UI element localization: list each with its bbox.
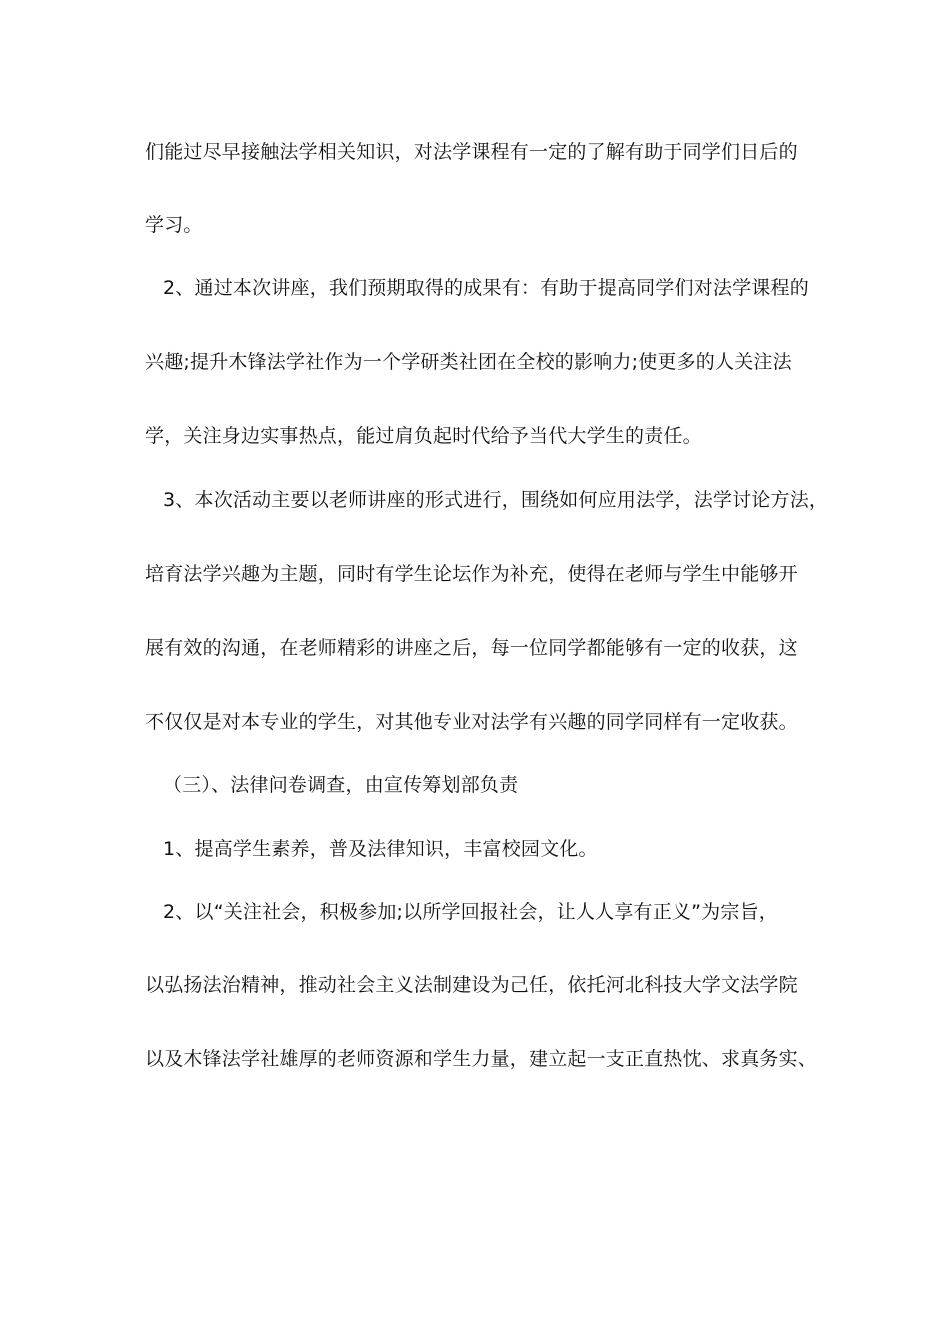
text-line: 学，关注身边实事热点，能过肩负起时代给予当代大学生的责任。 (145, 425, 702, 447)
text-line: 培育法学兴趣为主题，同时有学生论坛作为补充，使得在老师与学生中能够开 (145, 563, 798, 585)
text-line: 3、本次活动主要以老师讲座的形式进行，围绕如何应用法学，法学讨论方法， (163, 489, 829, 511)
text-line: 以弘扬法治精神，推动社会主义法制建设为己任，依托河北科技大学文法学院 (145, 974, 798, 996)
text-line: 兴趣;提升木锋法学社作为一个学研类社团在全校的影响力;使更多的人关注法 (145, 351, 792, 373)
text-line: 们能过尽早接触法学相关知识，对法学课程有一定的了解有助于同学们日后的 (145, 141, 798, 163)
section-heading: （三）、法律问卷调查，由宣传筹划部负责 (163, 774, 519, 796)
text-line: 2、通过本次讲座，我们预期取得的成果有：有助于提高同学们对法学课程的 (163, 277, 809, 299)
text-line: 1、提高学生素养，普及法律知识，丰富校园文化。 (163, 838, 598, 860)
text-line: 以及木锋法学社雄厚的老师资源和学生力量，建立起一支正直热忱、求真务实、 (145, 1048, 818, 1070)
text-line: 不仅仅是对本专业的学生，对其他专业对法学有兴趣的同学同样有一定收获。 (145, 711, 798, 733)
text-line: 学习。 (145, 214, 203, 236)
text-line: 2、以“关注社会，积极参加;以所学回报社会，让人人享有正义”为宗旨， (163, 901, 778, 923)
text-line: 展有效的沟通，在老师精彩的讲座之后，每一位同学都能够有一定的收获，这 (145, 637, 798, 659)
